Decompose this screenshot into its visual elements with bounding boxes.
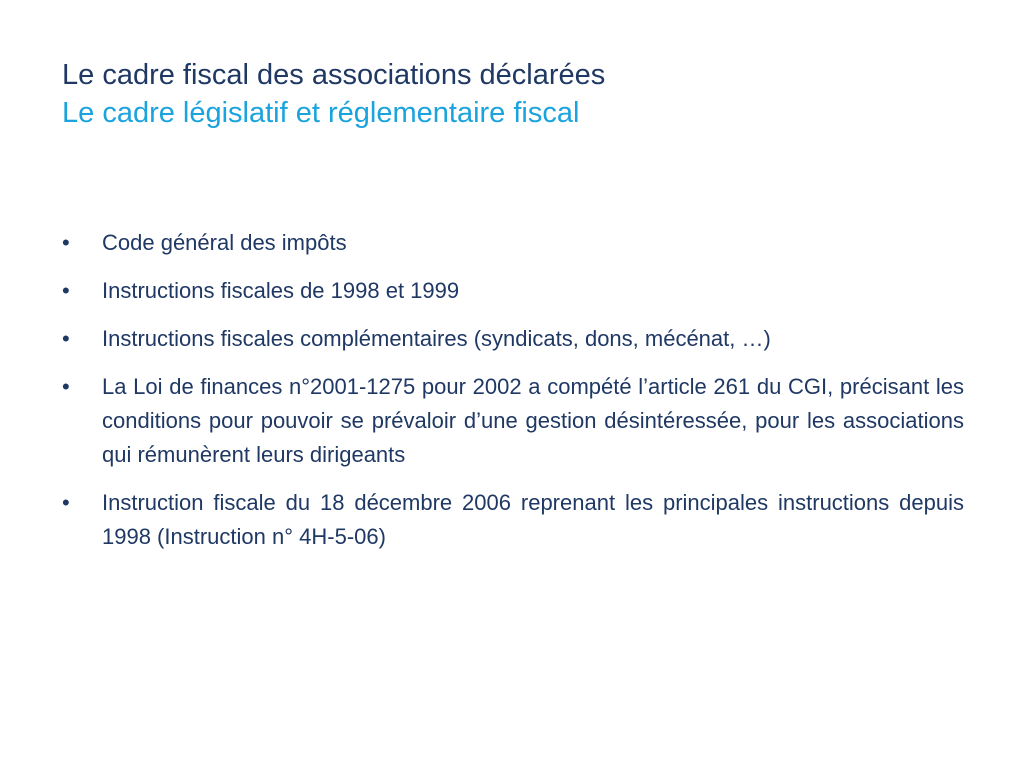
slide-subtitle: Le cadre législatif et réglementaire fiscal — [62, 97, 580, 129]
bullet-text: Instruction fiscale du 18 décembre 2006 reprenant les principales instructions depuis 1998 (Instruction n° 4H-5-06) — [102, 490, 964, 549]
bullet-text: Instructions fiscales complémentaires (syndicats, dons, mécénat, …) — [102, 326, 771, 351]
title-block — [62, 56, 962, 132]
bullet-list — [62, 226, 964, 568]
bullet-text: Instructions fiscales de 1998 et 1999 — [102, 278, 460, 303]
bullet-dot-icon: • — [62, 490, 70, 515]
bullet-item — [62, 370, 964, 472]
bullet-item — [62, 226, 964, 260]
bullet-item — [62, 322, 964, 356]
bullet-dot-icon: • — [62, 326, 70, 351]
bullet-dot-icon: • — [62, 278, 70, 303]
bullet-dot-icon: • — [62, 374, 70, 399]
bullet-text: La Loi de finances n°2001-1275 pour 2002 a compété l’article 261 du CGI, précisant les conditions pour pouvoir se prévaloir d’une gestion désintéressée, pour les associations qui rémunèrent leurs dirigeants — [102, 374, 964, 467]
bullet-item — [62, 274, 964, 308]
bullet-text: Code général des impôts — [102, 230, 347, 255]
bullet-item — [62, 486, 964, 554]
slide-title: Le cadre fiscal des associations déclarées — [62, 59, 606, 91]
bullet-dot-icon: • — [62, 230, 70, 255]
